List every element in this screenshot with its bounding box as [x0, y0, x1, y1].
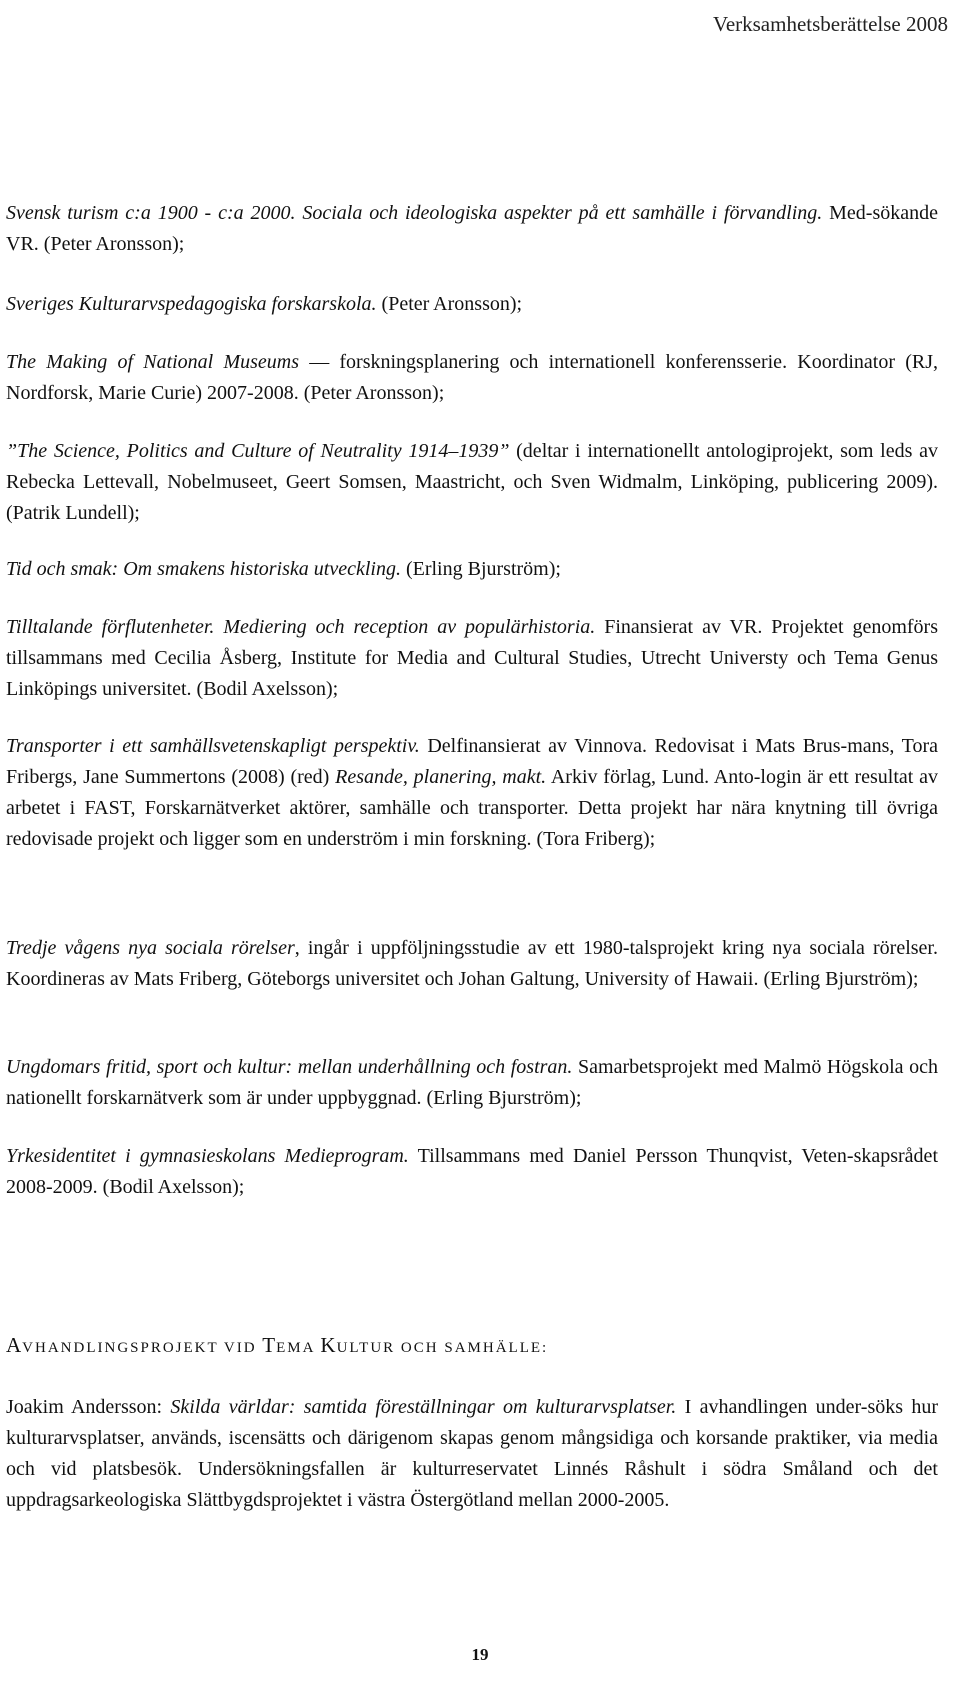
entry-title: Ungdomars fritid, sport och kultur: mellan underhållning och fostran.: [6, 1056, 573, 1078]
dissertation-text: I avhandlingen under-söks hur kulturarvsplatser, används, iscensätts och därigenom skapas genom mångsidiga och korsande praktiker, via media och vid platsbesök. Undersökningsfallen är kulturreservatet Linnés Råshult i södra Småland och det uppdragsarkeologiska Slättbygdsprojektet i västra Östergötland mellan 2000-2005.: [6, 1396, 938, 1511]
entry-text: — forskningsplanering och internationell konferensserie. Koordinator (RJ, Nordforsk, Marie Curie) 2007-2008. (Peter Aronsson);: [6, 351, 938, 404]
entry-text: Finansierat av VR. Projektet genomförs tillsammans med Cecilia Åsberg, Institute for Media and Cultural Studies, Utrecht Universty och Tema Genus Linköpings universitet. (Bodil Axelsson);: [6, 616, 938, 700]
entry-kulturarvspedagogiska: [6, 289, 938, 320]
entry-ungdomars-fritid: [6, 1052, 938, 1114]
entry-text: Tillsammans med Daniel Persson Thunqvist, Veten-skapsrådet 2008-2009. (Bodil Axelsson);: [6, 1145, 938, 1198]
entry-text: Arkiv förlag, Lund. Anto-login är ett resultat av arbetet i FAST, Forskarnätverket aktörer, samhälle och transporter. Detta projekt har nära knytning till övriga redovisade projekt och ligger som en underström i min forskning. (Tora Friberg);: [6, 766, 939, 850]
entry-title: The Making of National Museums: [6, 351, 299, 373]
running-header: Verksamhetsberättelse 2008: [712, 12, 948, 36]
entry-tredje-vagens: [6, 933, 938, 995]
dissertation-paragraph: [6, 1392, 938, 1516]
entry-svensk-turism: [6, 198, 938, 260]
entry-text: (Peter Aronsson);: [376, 293, 523, 315]
entry-text: Delfinansierat av Vinnova. Redovisat i Mats Brus-mans, Tora Fribergs, Jane Summertons (2008) (red): [6, 735, 938, 788]
entry-text: Med-sökande VR. (Peter Aronsson);: [6, 202, 938, 255]
entry-title: Sveriges Kulturarvspedagogiska forskarskola.: [6, 293, 377, 315]
entry-tilltalande-forflutenheter: [6, 612, 938, 705]
entry-title: Svensk turism c:a 1900 - c:a 2000. Sociala och ideologiska aspekter på ett samhälle i förvandling.: [6, 202, 823, 224]
entry-title: Tilltalande förflutenheter. Mediering och reception av populärhistoria.: [6, 616, 596, 638]
dissertation-title: Skilda världar: samtida föreställningar om kulturarvsplatser.: [170, 1396, 677, 1418]
entry-title: Tid och smak: Om smakens historiska utveckling.: [6, 558, 401, 580]
entry-transporter: [6, 731, 938, 855]
page-number: 19: [471, 1645, 489, 1664]
entry-science-politics-neutrality: [6, 436, 938, 529]
section-heading: AVHANDLINGSPROJEKT VID TEMA KULTUR OCH SAMHÄLLE:: [6, 1333, 549, 1357]
entry-text: Samarbetsprojekt med Malmö Högskola och nationellt forskarnätverk som är under uppbyggnad. (Erling Bjurström);: [6, 1056, 938, 1109]
author-name: Joakim Andersson:: [6, 1396, 171, 1418]
entry-text: , ingår i uppföljningsstudie av ett 1980-talsprojekt kring nya sociala rörelser. Koordineras av Mats Friberg, Göteborgs universitet och Johan Galtung, University of Hawaii. (Erling Bjurström);: [6, 937, 938, 990]
entry-text: (Erling Bjurström);: [400, 558, 561, 580]
entry-making-national-museums: [6, 347, 938, 409]
entry-text: (deltar i internationellt antologiprojekt, som leds av Rebecka Lettevall, Nobelmuseet, Geert Somsen, Maastricht, och Sven Widmalm, Linköping, publicering 2009). (Patrik Lundell);: [6, 440, 938, 524]
entry-title: Yrkesidentitet i gymnasieskolans Medieprogram.: [6, 1145, 409, 1167]
entry-italic-book-title: Resande, planering, makt.: [335, 766, 547, 788]
entry-title: ”The Science, Politics and Culture of Neutrality 1914–1939”: [6, 440, 510, 462]
entry-title: Transporter i ett samhällsvetenskapligt perspektiv.: [6, 735, 420, 757]
entry-yrkesidentitet: [6, 1141, 938, 1203]
entry-tid-och-smak: [6, 554, 938, 585]
entry-title: Tredje vågens nya sociala rörelser: [6, 937, 295, 959]
